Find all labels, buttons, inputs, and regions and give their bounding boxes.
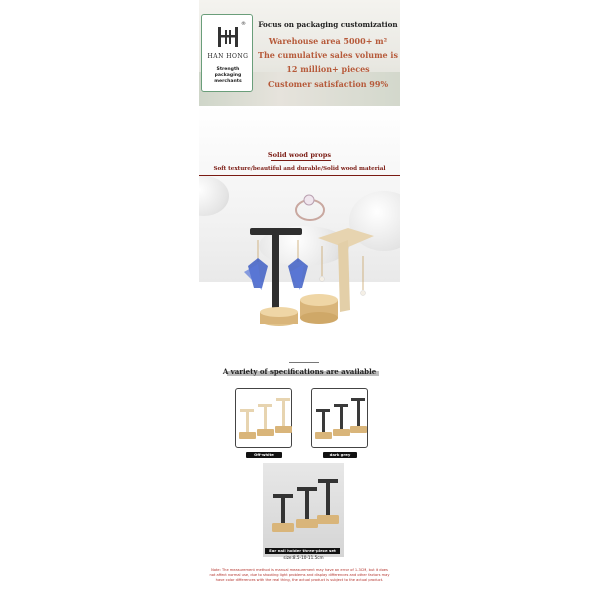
product-page — [199, 0, 400, 600]
section-divider-bottom — [199, 175, 400, 176]
option-tile-dark-grey[interactable] — [311, 388, 368, 448]
registered-mark: ® — [241, 21, 246, 27]
product-set-size: size:8.5-10-11.5cm — [283, 555, 324, 560]
brand-name: HAN HONG — [207, 53, 249, 60]
measurement-note: Note: The measurement method is manual measurement may have an error of 1-3CM, but it does not affect normal use, due to shooting light problems and display differences and other factors may have color differences with the real thing, the actual product is subject to the actual product. — [209, 568, 390, 583]
pebble-center — [259, 226, 349, 266]
hero-title: Focus on packaging customization — [258, 20, 398, 29]
product-set-label: Ear nail holder three-piece set — [265, 548, 340, 554]
brand-logo — [201, 14, 253, 92]
section-title-wood: Solid wood props — [267, 151, 332, 159]
spec-mini-rule — [289, 362, 319, 363]
pebble-right — [349, 191, 400, 251]
hero-line-satisfaction: Customer satisfaction 99% — [267, 79, 389, 89]
hero-banner — [199, 0, 400, 106]
brand-logo-icon — [216, 25, 240, 49]
product-stage — [199, 106, 400, 282]
pebble-left — [199, 176, 229, 216]
hero-line-pieces: 12 million+ pieces — [286, 64, 370, 74]
option-tile-off-white[interactable] — [235, 388, 292, 448]
option-label-dark-grey: dark grey — [323, 452, 357, 458]
hero-line-sales: The cumulative sales volume is — [258, 50, 398, 60]
section-subtitle-wood: Soft texture/beautiful and durable/Solid wood material — [213, 166, 386, 172]
product-set-photo — [263, 463, 344, 557]
hero-line-warehouse: Warehouse area 5000+ m² — [268, 36, 388, 46]
section-divider-top — [271, 160, 331, 161]
spec-title: A variety of specifications are available — [222, 367, 377, 376]
option-label-off-white: Off-white — [246, 452, 282, 458]
brand-slogan: Strength packaging merchants — [214, 67, 242, 84]
